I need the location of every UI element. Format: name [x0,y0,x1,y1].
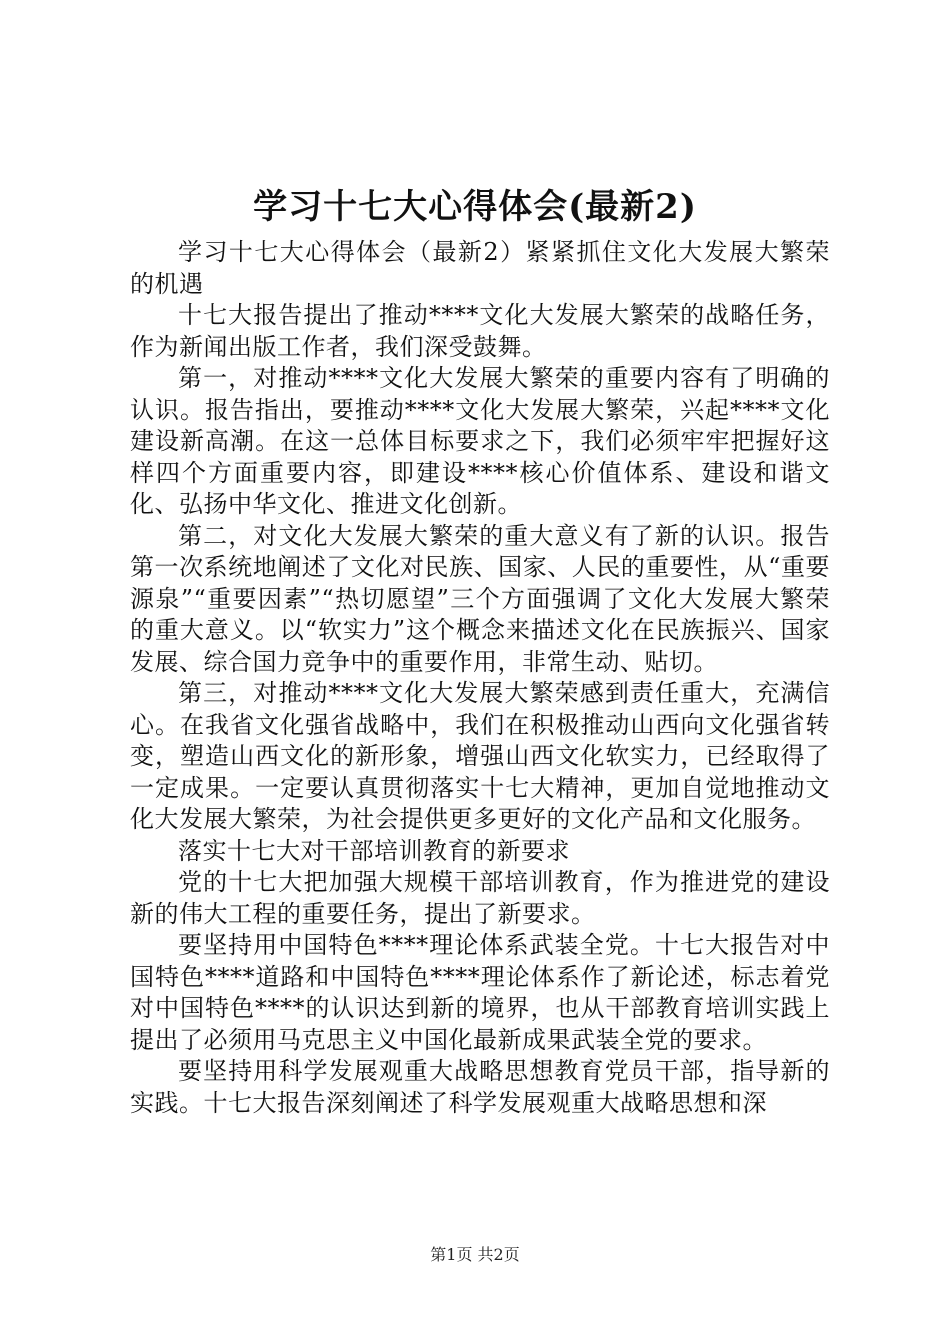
page-number-footer: 第1页 共2页 [430,1245,520,1264]
paragraph-8: 要坚持用科学发展观重大战略思想教育党员干部，指导新的实践。十七大报告深刻阐述了科学发展观重大战略思想和深 [130,1057,830,1117]
document-title: 学习十七大心得体会(最新2) [253,187,697,227]
paragraph-7: 要坚持用中国特色****理论体系武装全党。十七大报告对中国特色****道路和中国特色****理论体系作了新论述，标志着党对中国特色****的认识达到新的境界，也从干部教育培训实践上提出了必须用马克思主义中国化最新成果武装全党的要求。 [130,931,830,1054]
paragraph-6: 党的十七大把加强大规模干部培训教育，作为推进党的建设新的伟大工程的重要任务，提出了新要求。 [130,868,830,928]
paragraph-5: 第三，对推动****文化大发展大繁荣感到责任重大，充满信心。在我省文化强省战略中，我们在积极推动山西向文化强省转变，塑造山西文化的新形象，增强山西文化软实力，已经取得了一定成果。一定要认真贯彻落实十七大精神，更加自觉地推动文化大发展大繁荣，为社会提供更多更好的文化产品和文化服务。 [130,679,830,833]
paragraph-4: 第二，对文化大发展大繁荣的重大意义有了新的认识。报告第一次系统地阐述了文化对民族、国家、人民的重要性，从“重要源泉”“重要因素”“热切愿望”三个方面强调了文化大发展大繁荣的重大意义。以“软实力”这个概念来描述文化在民族振兴、国家发展、综合国力竞争中的重要作用，非常生动、贴切。 [130,521,830,676]
section-heading: 落实十七大对干部培训教育的新要求 [178,836,570,865]
document-body [130,237,830,1119]
paragraph-1: 学习十七大心得体会（最新2）紧紧抓住文化大发展大繁荣的机遇 [130,238,830,298]
paragraph-2: 十七大报告提出了推动****文化大发展大繁荣的战略任务，作为新闻出版工作者，我们深受鼓舞。 [130,301,830,361]
paragraph-3: 第一，对推动****文化大发展大繁荣的重要内容有了明确的认识。报告指出，要推动****文化大发展大繁荣，兴起****文化建设新高潮。在这一总体目标要求之下，我们必须牢牢把握好这样四个方面重要内容，即建设****核心价值体系、建设和谐文化、弘扬中华文化、推进文化创新。 [130,364,830,518]
